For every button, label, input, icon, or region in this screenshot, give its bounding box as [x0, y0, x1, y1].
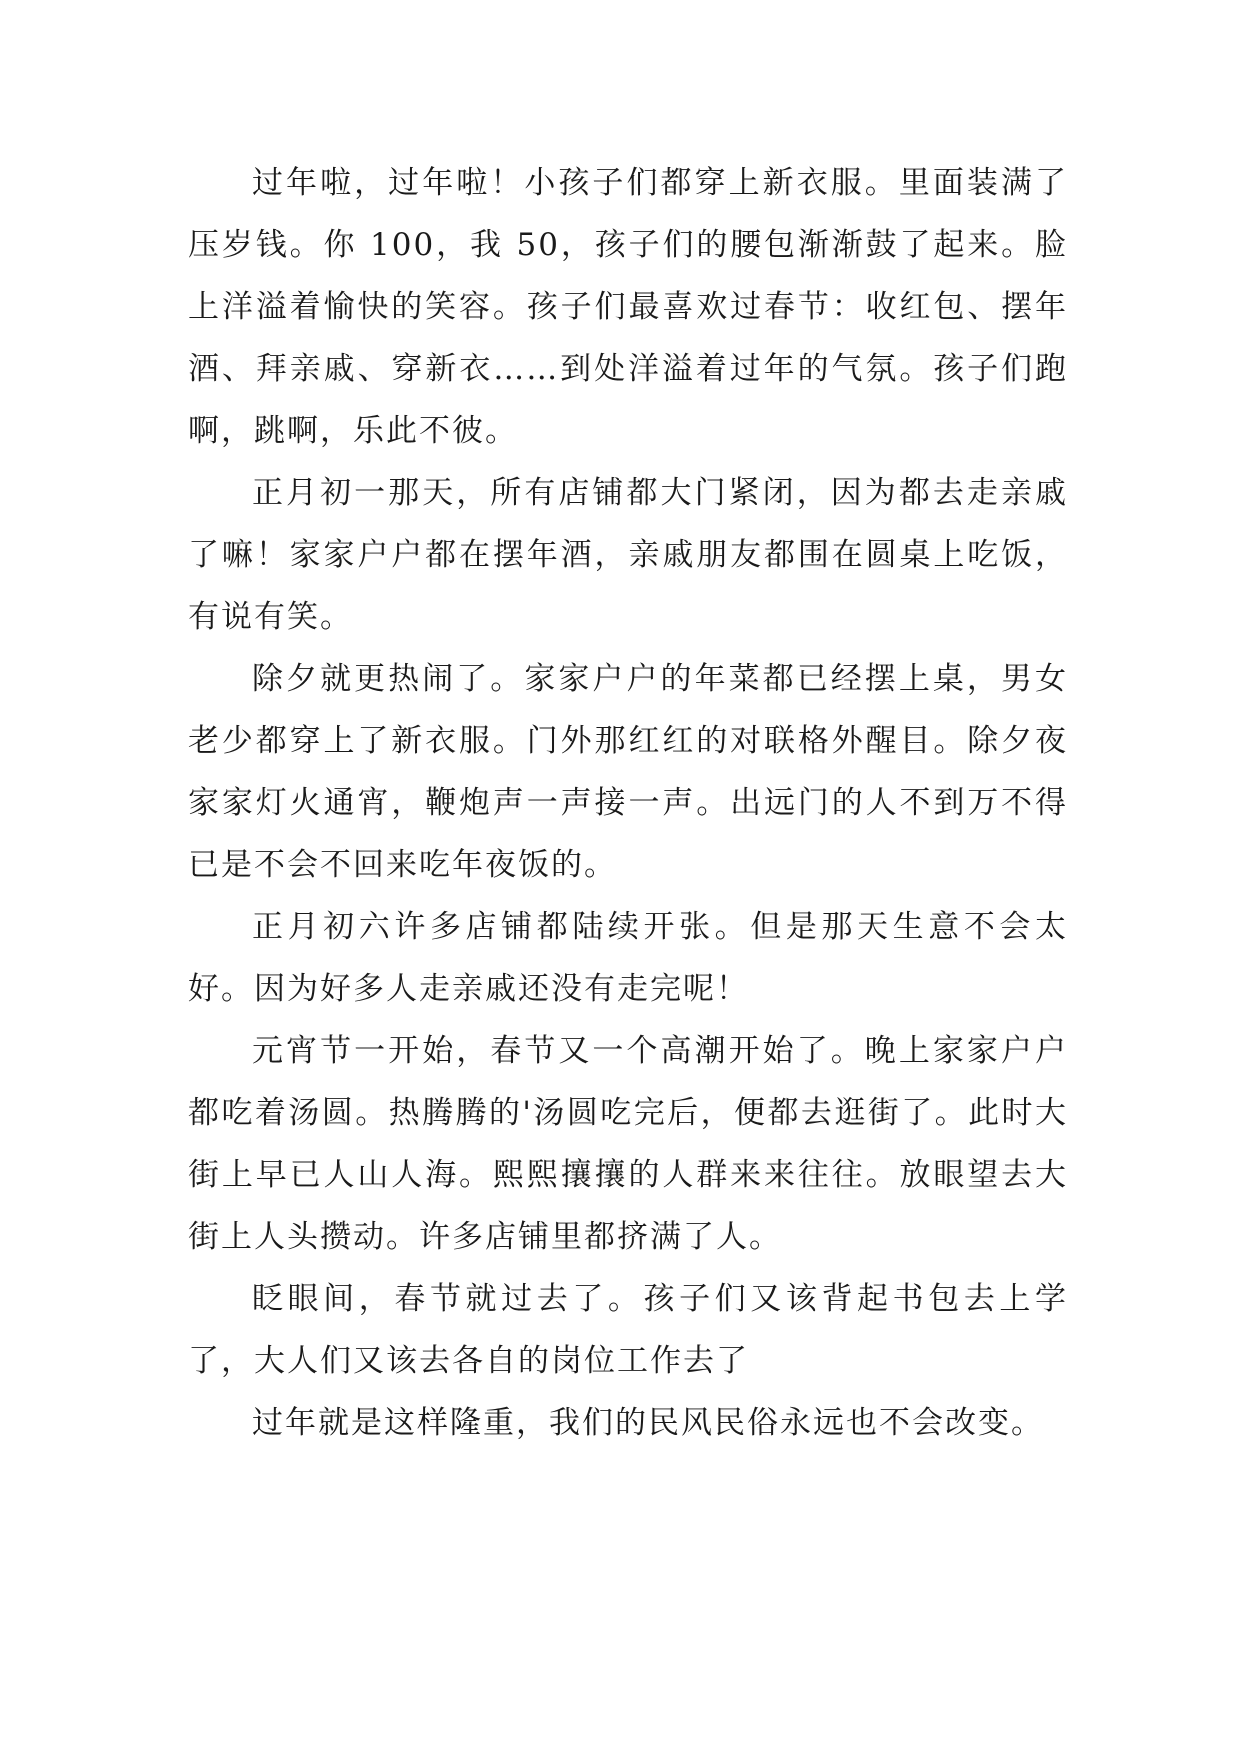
- document-body: [188, 152, 1068, 1454]
- paragraph-7: 过年就是这样隆重，我们的民风民俗永远也不会改变。: [252, 1405, 1044, 1441]
- paragraph-1: 过年啦，过年啦！小孩子们都穿上新衣服。里面装满了压岁钱。你 100，我 50，孩子们的腰包渐渐鼓了起来。脸上洋溢着愉快的笑容。孩子们最喜欢过春节：收红包、摆年酒、拜亲戚、穿新衣……到处洋溢着过年的气氛。孩子们跑啊，跳啊，乐此不彼。: [188, 165, 1068, 449]
- paragraph-3: 除夕就更热闹了。家家户户的年菜都已经摆上桌，男女老少都穿上了新衣服。门外那红红的对联格外醒目。除夕夜家家灯火通宵，鞭炮声一声接一声。出远门的人不到万不得已是不会不回来吃年夜饭的。: [188, 661, 1068, 883]
- paragraph-2: 正月初一那天，所有店铺都大门紧闭，因为都去走亲戚了嘛！家家户户都在摆年酒，亲戚朋友都围在圆桌上吃饭，有说有笑。: [188, 475, 1068, 635]
- paragraph-6: 眨眼间，春节就过去了。孩子们又该背起书包去上学了，大人们又该去各自的岗位工作去了: [188, 1281, 1068, 1379]
- paragraph-4: 正月初六许多店铺都陆续开张。但是那天生意不会太好。因为好多人走亲戚还没有走完呢！: [188, 909, 1068, 1007]
- paragraph-5: 元宵节一开始，春节又一个高潮开始了。晚上家家户户都吃着汤圆。热腾腾的'汤圆吃完后，便都去逛街了。此时大街上早已人山人海。熙熙攘攘的人群来来往往。放眼望去大街上人头攒动。许多店铺里都挤满了人。: [188, 1033, 1068, 1255]
